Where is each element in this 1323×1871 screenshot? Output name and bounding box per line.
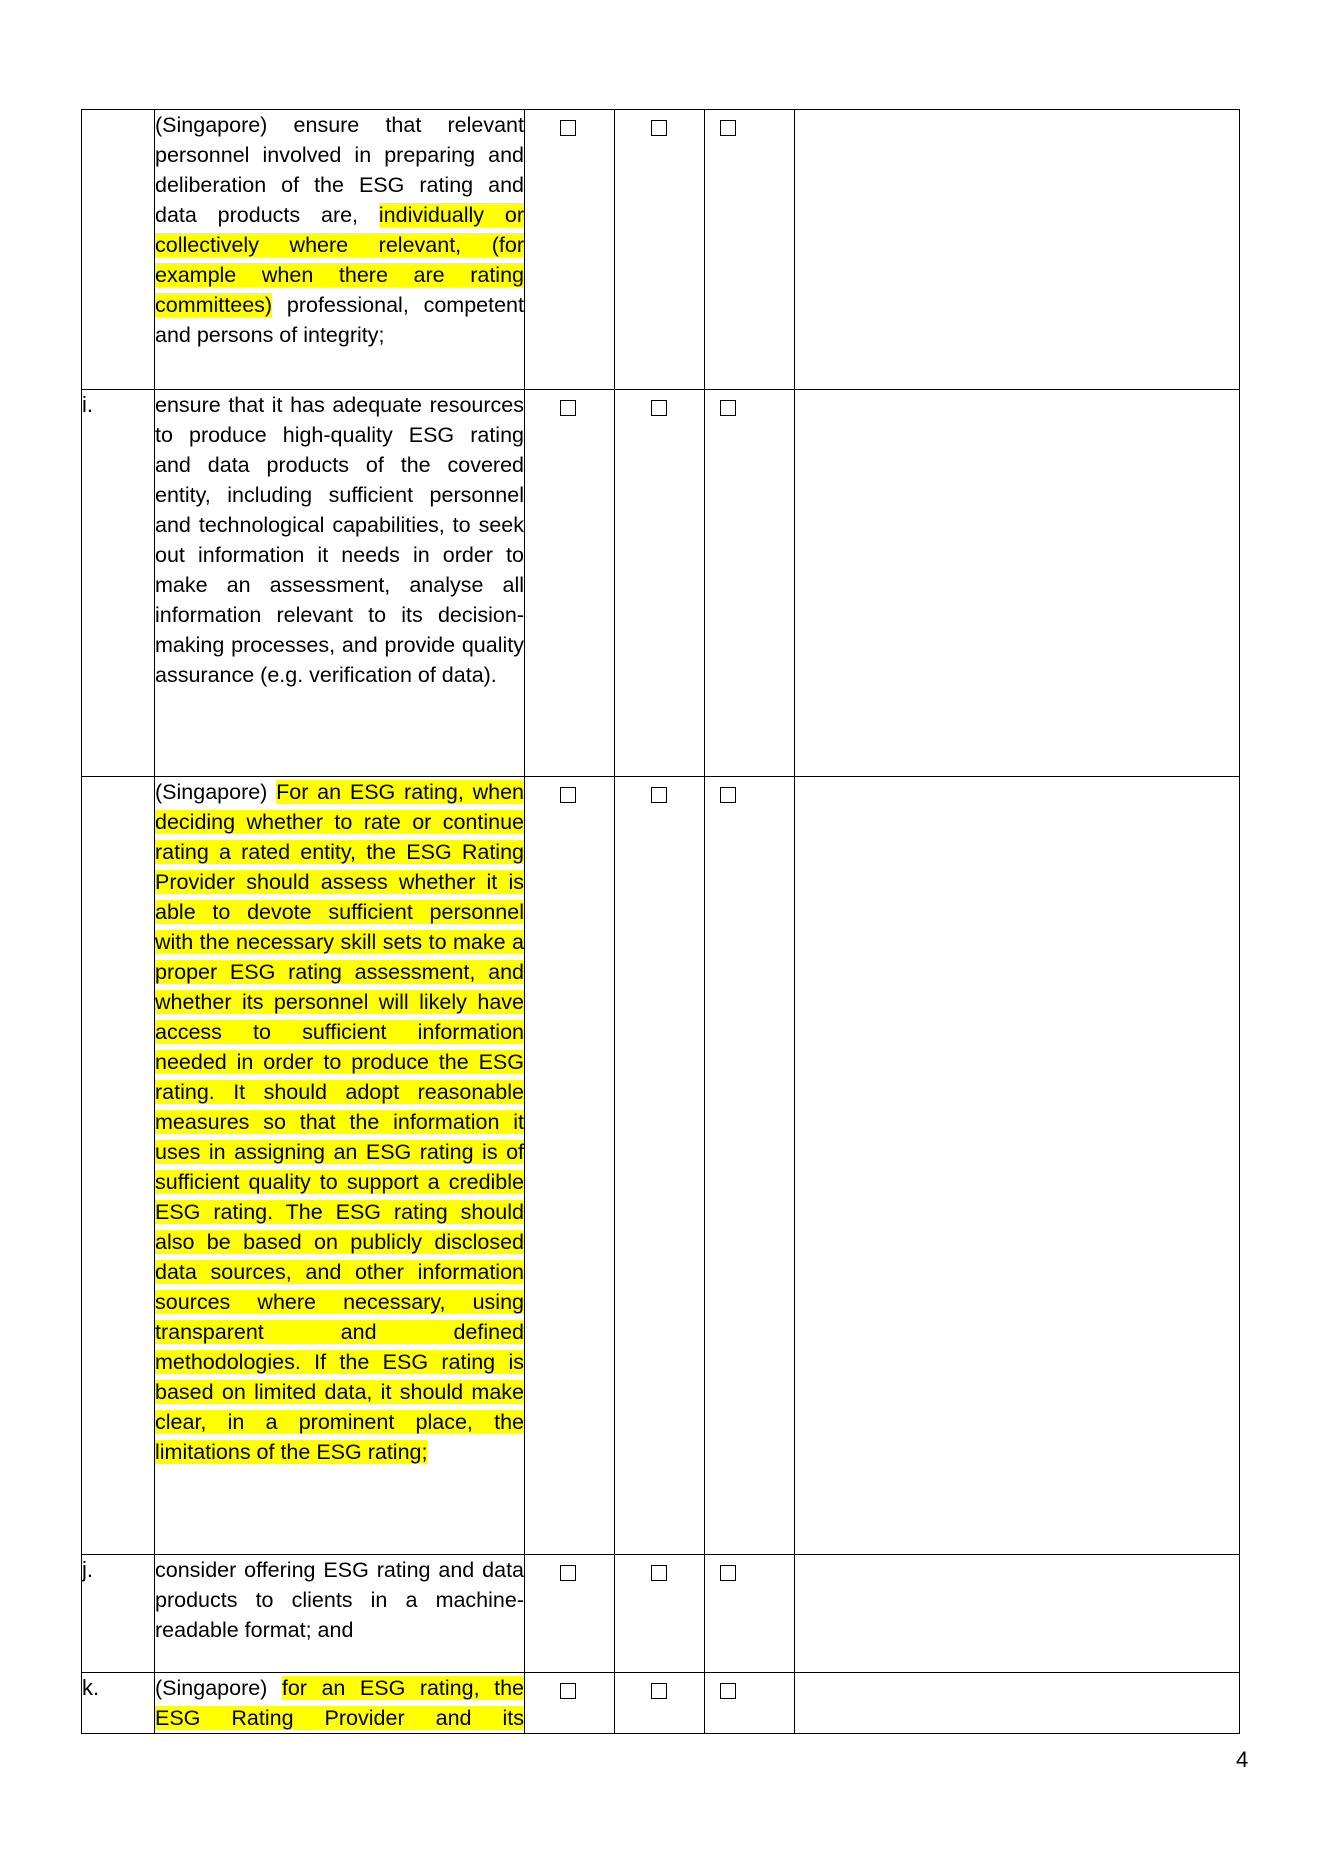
checkbox-cell-1	[525, 390, 615, 777]
comment-cell[interactable]	[795, 1555, 1240, 1673]
checkbox[interactable]	[651, 1683, 667, 1699]
comment-cell[interactable]	[795, 777, 1240, 1555]
checkbox-cell-2	[615, 390, 705, 777]
checkbox-cell-2	[615, 110, 705, 390]
checkbox[interactable]	[651, 120, 667, 136]
requirement-text-cell	[155, 1555, 525, 1673]
checkbox[interactable]	[560, 1565, 576, 1581]
page-number: 4	[1236, 1747, 1249, 1772]
checkbox-cell-2	[615, 1555, 705, 1673]
row-number	[82, 110, 155, 390]
checkbox-cell-3	[705, 390, 795, 777]
checkbox-cell-2	[615, 777, 705, 1555]
row-number: k.	[82, 1673, 155, 1734]
table-row	[82, 777, 1240, 1555]
checkbox[interactable]	[560, 400, 576, 416]
table-row	[82, 1555, 1240, 1673]
requirement-text-cell	[155, 390, 525, 777]
plain-text: (Singapore) ensure that relevant personnel involved in preparing and deliberation of the ESG rating and data products are,	[155, 113, 524, 227]
table-row	[82, 1673, 1240, 1734]
highlighted-text: individually or collectively where relevant, (for example when there are rating committees)	[155, 203, 524, 317]
requirement-text	[155, 777, 524, 1467]
compliance-checklist-table	[81, 109, 1240, 1734]
requirement-text-cell	[155, 110, 525, 390]
row-number: i.	[82, 390, 155, 777]
plain-text: ensure that it has adequate resources to produce high-quality ESG rating and data products of the covered entity, including sufficient personnel and technological capabilities, to seek out information it needs in order to make an assessment, analyse all information relevant to its decision-making processes, and provide quality assurance (e.g. verification of data).	[155, 393, 524, 687]
checkbox[interactable]	[720, 787, 736, 803]
checkbox-cell-1	[525, 110, 615, 390]
checkbox[interactable]	[651, 787, 667, 803]
checkbox[interactable]	[651, 400, 667, 416]
checkbox-cell-1	[525, 777, 615, 1555]
checkbox-cell-1	[525, 1555, 615, 1673]
checkbox[interactable]	[560, 120, 576, 136]
highlighted-text: For an ESG rating, when deciding whether to rate or continue rating a rated entity, the ESG Rating Provider should assess whether it is able to devote sufficient personnel with the necessary skill sets to make a proper ESG rating assessment, and whether its personnel will likely have access to sufficient information needed in order to produce the ESG rating. It should adopt reasonable measures so that the information it uses in assigning an ESG rating is of sufficient quality to support a credible ESG rating. The ESG rating should also be based on publicly disclosed data sources, and other information sources where necessary, using transparent and defined methodologies. If the ESG rating is based on limited data, it should make clear, in a prominent place, the limitations of the ESG rating;	[155, 780, 524, 1464]
checkbox-cell-3	[705, 1673, 795, 1734]
requirement-text-cell	[155, 1673, 525, 1734]
checkbox-cell-3	[705, 777, 795, 1555]
table-row	[82, 110, 1240, 390]
checkbox[interactable]	[720, 1565, 736, 1581]
highlighted-text: for an ESG rating, the ESG Rating Provider and its	[155, 1676, 524, 1730]
checkbox-cell-3	[705, 110, 795, 390]
plain-text: consider offering ESG rating and data products to clients in a machine-readable format; and	[155, 1558, 524, 1642]
checkbox[interactable]	[720, 400, 736, 416]
requirement-text	[155, 110, 524, 350]
checkbox[interactable]	[720, 120, 736, 136]
checkbox[interactable]	[560, 787, 576, 803]
table-row	[82, 390, 1240, 777]
checkbox-cell-2	[615, 1673, 705, 1734]
checkbox[interactable]	[720, 1683, 736, 1699]
checkbox[interactable]	[560, 1683, 576, 1699]
comment-cell[interactable]	[795, 390, 1240, 777]
checkbox-cell-1	[525, 1673, 615, 1734]
checkbox[interactable]	[651, 1565, 667, 1581]
plain-text: professional, competent and persons of integrity;	[155, 293, 524, 347]
checkbox-cell-3	[705, 1555, 795, 1673]
comment-cell[interactable]	[795, 110, 1240, 390]
requirement-text	[155, 390, 524, 690]
plain-text: (Singapore)	[155, 1676, 282, 1700]
requirement-text-cell	[155, 777, 525, 1555]
row-number: j.	[82, 1555, 155, 1673]
requirement-text	[155, 1555, 524, 1645]
row-number	[82, 777, 155, 1555]
plain-text: (Singapore)	[155, 780, 277, 804]
comment-cell[interactable]	[795, 1673, 1240, 1734]
requirement-text	[155, 1673, 524, 1733]
